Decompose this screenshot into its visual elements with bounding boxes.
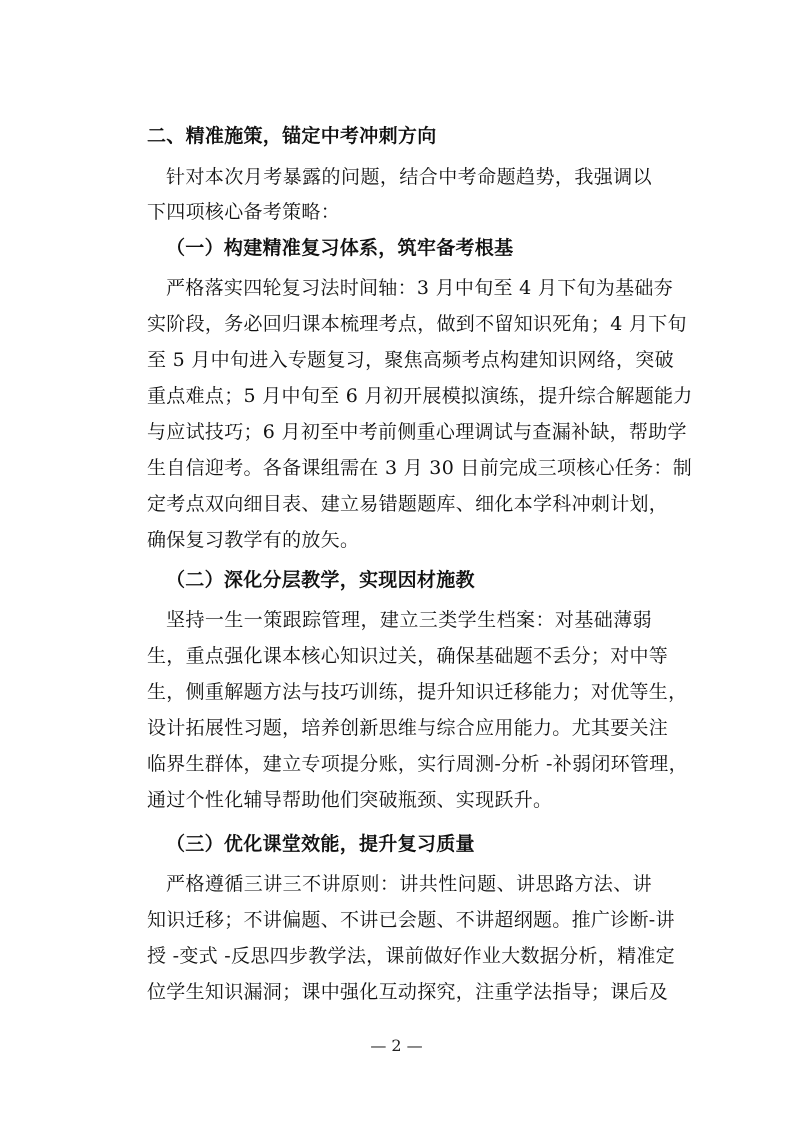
paragraph-line: 生，侧重解题方法与技巧训练，提升知识迁移能力；对优等生，: [147, 681, 688, 703]
paragraph-line: 位学生知识漏洞；课中强化互动探究，注重学法指导；课后及: [147, 981, 669, 1003]
subsection-heading: （三）优化课堂效能，提升复习质量: [166, 833, 475, 855]
paragraph-line: 与应试技巧；6 月初至中考前侧重心理调试与查漏补缺，帮助学: [147, 421, 687, 443]
paragraph-line: 设计拓展性习题，培养创新思维与综合应用能力。尤其要关注: [147, 717, 669, 739]
section-heading: 二、精准施策，锚定中考冲刺方向: [147, 125, 437, 147]
paragraph-line: 重点难点；5 月中旬至 6 月初开展模拟演练，提升综合解题能力: [147, 385, 693, 407]
paragraph-line: 临界生群体，建立专项提分账，实行周测-分析 -补弱闭环管理，: [147, 753, 688, 775]
paragraph-line: 授 -变式 -反思四步教学法，课前做好作业大数据分析，精准定: [147, 945, 675, 967]
paragraph-line: 知识迁移；不讲偏题、不讲已会题、不讲超纲题。推广诊断-讲: [147, 909, 675, 931]
subsection-heading: （二）深化分层教学，实现因材施教: [166, 569, 475, 591]
paragraph-line: 生，重点强化课本核心知识过关，确保基础题不丢分；对中等: [147, 645, 669, 667]
paragraph-line: 针对本次月考暴露的问题，结合中考命题趋势，我强调以: [166, 166, 652, 188]
paragraph-line: 生自信迎考。各备课组需在 3 月 30 日前完成三项核心任务：制: [147, 457, 693, 479]
paragraph-line: 严格遵循三讲三不讲原则：讲共性问题、讲思路方法、讲: [166, 873, 652, 895]
paragraph-line: 下四项核心备考策略：: [147, 201, 341, 223]
paragraph-line: 定考点双向细目表、建立易错题题库、细化本学科冲刺计划，: [147, 493, 669, 515]
paragraph-line: 坚持一生一策跟踪管理，建立三类学生档案：对基础薄弱: [166, 609, 652, 631]
paragraph-line: 确保复习教学有的放矢。: [147, 529, 360, 551]
subsection-heading: （一）构建精准复习体系，筑牢备考根基: [166, 237, 514, 259]
paragraph-line: 严格落实四轮复习法时间轴：3 月中旬至 4 月下旬为基础夯: [166, 277, 673, 299]
paragraph-line: 至 5 月中旬进入专题复习，聚焦高频考点构建知识网络，突破: [147, 349, 674, 371]
paragraph-line: 实阶段，务必回归课本梳理考点，做到不留知识死角；4 月下旬: [147, 313, 687, 335]
page-number: — 2 —: [370, 1036, 423, 1055]
paragraph-line: 通过个性化辅导帮助他们突破瓶颈、实现跃升。: [147, 789, 553, 811]
